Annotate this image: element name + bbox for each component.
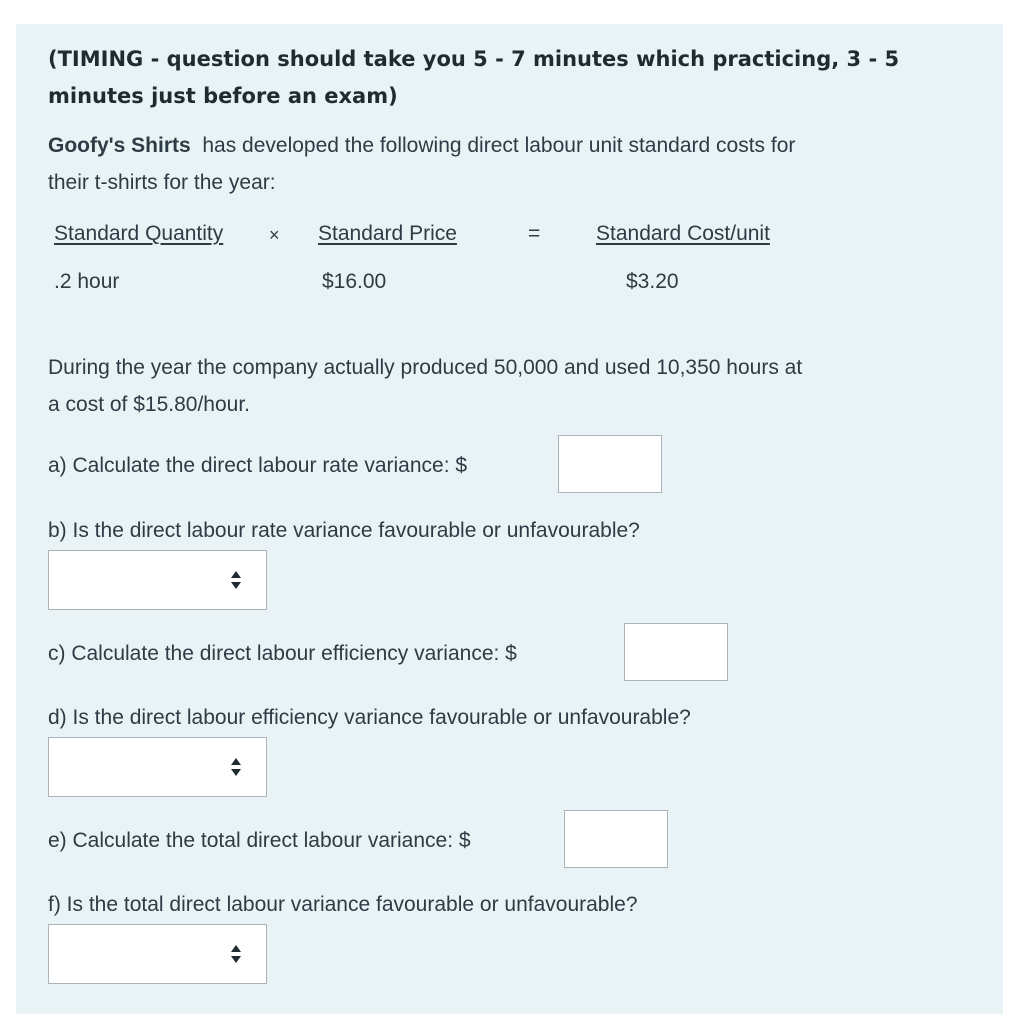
scenario-line2: a cost of $15.80/hour. [48, 393, 250, 416]
header-standard-price: Standard Price [318, 222, 457, 245]
question-e-label: e) Calculate the total direct labour variance: $ [48, 829, 471, 852]
question-panel [16, 24, 1003, 1014]
efficiency-variance-select[interactable] [48, 737, 267, 797]
value-standard-quantity: .2 hour [54, 270, 120, 293]
rate-variance-select[interactable] [48, 550, 267, 610]
times-sign: × [269, 225, 280, 245]
question-f-label: f) Is the total direct labour variance favourable or unfavourable? [48, 893, 638, 916]
intro-line1-rest: has developed the following direct labour unit standard costs for [202, 134, 796, 157]
company-name: Goofy's Shirts [48, 134, 191, 157]
timing-note-line1: (TIMING - question should take you 5 - 7 minutes which practicing, 3 - 5 [48, 47, 900, 71]
timing-note-line2: minutes just before an exam) [48, 84, 398, 108]
up-down-arrows-icon [231, 571, 241, 589]
intro-line1 [48, 133, 795, 159]
header-standard-quantity: Standard Quantity [54, 222, 224, 245]
value-standard-price: $16.00 [322, 270, 387, 293]
value-standard-cost: $3.20 [626, 270, 679, 293]
question-a-label: a) Calculate the direct labour rate variance: $ [48, 454, 468, 477]
header-standard-cost: Standard Cost/unit [596, 222, 770, 245]
up-down-arrows-icon [231, 945, 241, 963]
intro-line2: their t-shirts for the year: [48, 171, 276, 194]
total-variance-input[interactable] [564, 810, 668, 868]
efficiency-variance-input[interactable] [624, 623, 728, 681]
total-variance-select[interactable] [48, 924, 267, 984]
question-c-label: c) Calculate the direct labour efficiency variance: $ [48, 642, 517, 665]
equals-sign: = [528, 222, 541, 245]
up-down-arrows-icon [231, 758, 241, 776]
question-b-label: b) Is the direct labour rate variance favourable or unfavourable? [48, 519, 640, 542]
scenario-line1: During the year the company actually produced 50,000 and used 10,350 hours at [48, 356, 803, 379]
question-d-label: d) Is the direct labour efficiency variance favourable or unfavourable? [48, 706, 691, 729]
rate-variance-input[interactable] [558, 435, 662, 493]
